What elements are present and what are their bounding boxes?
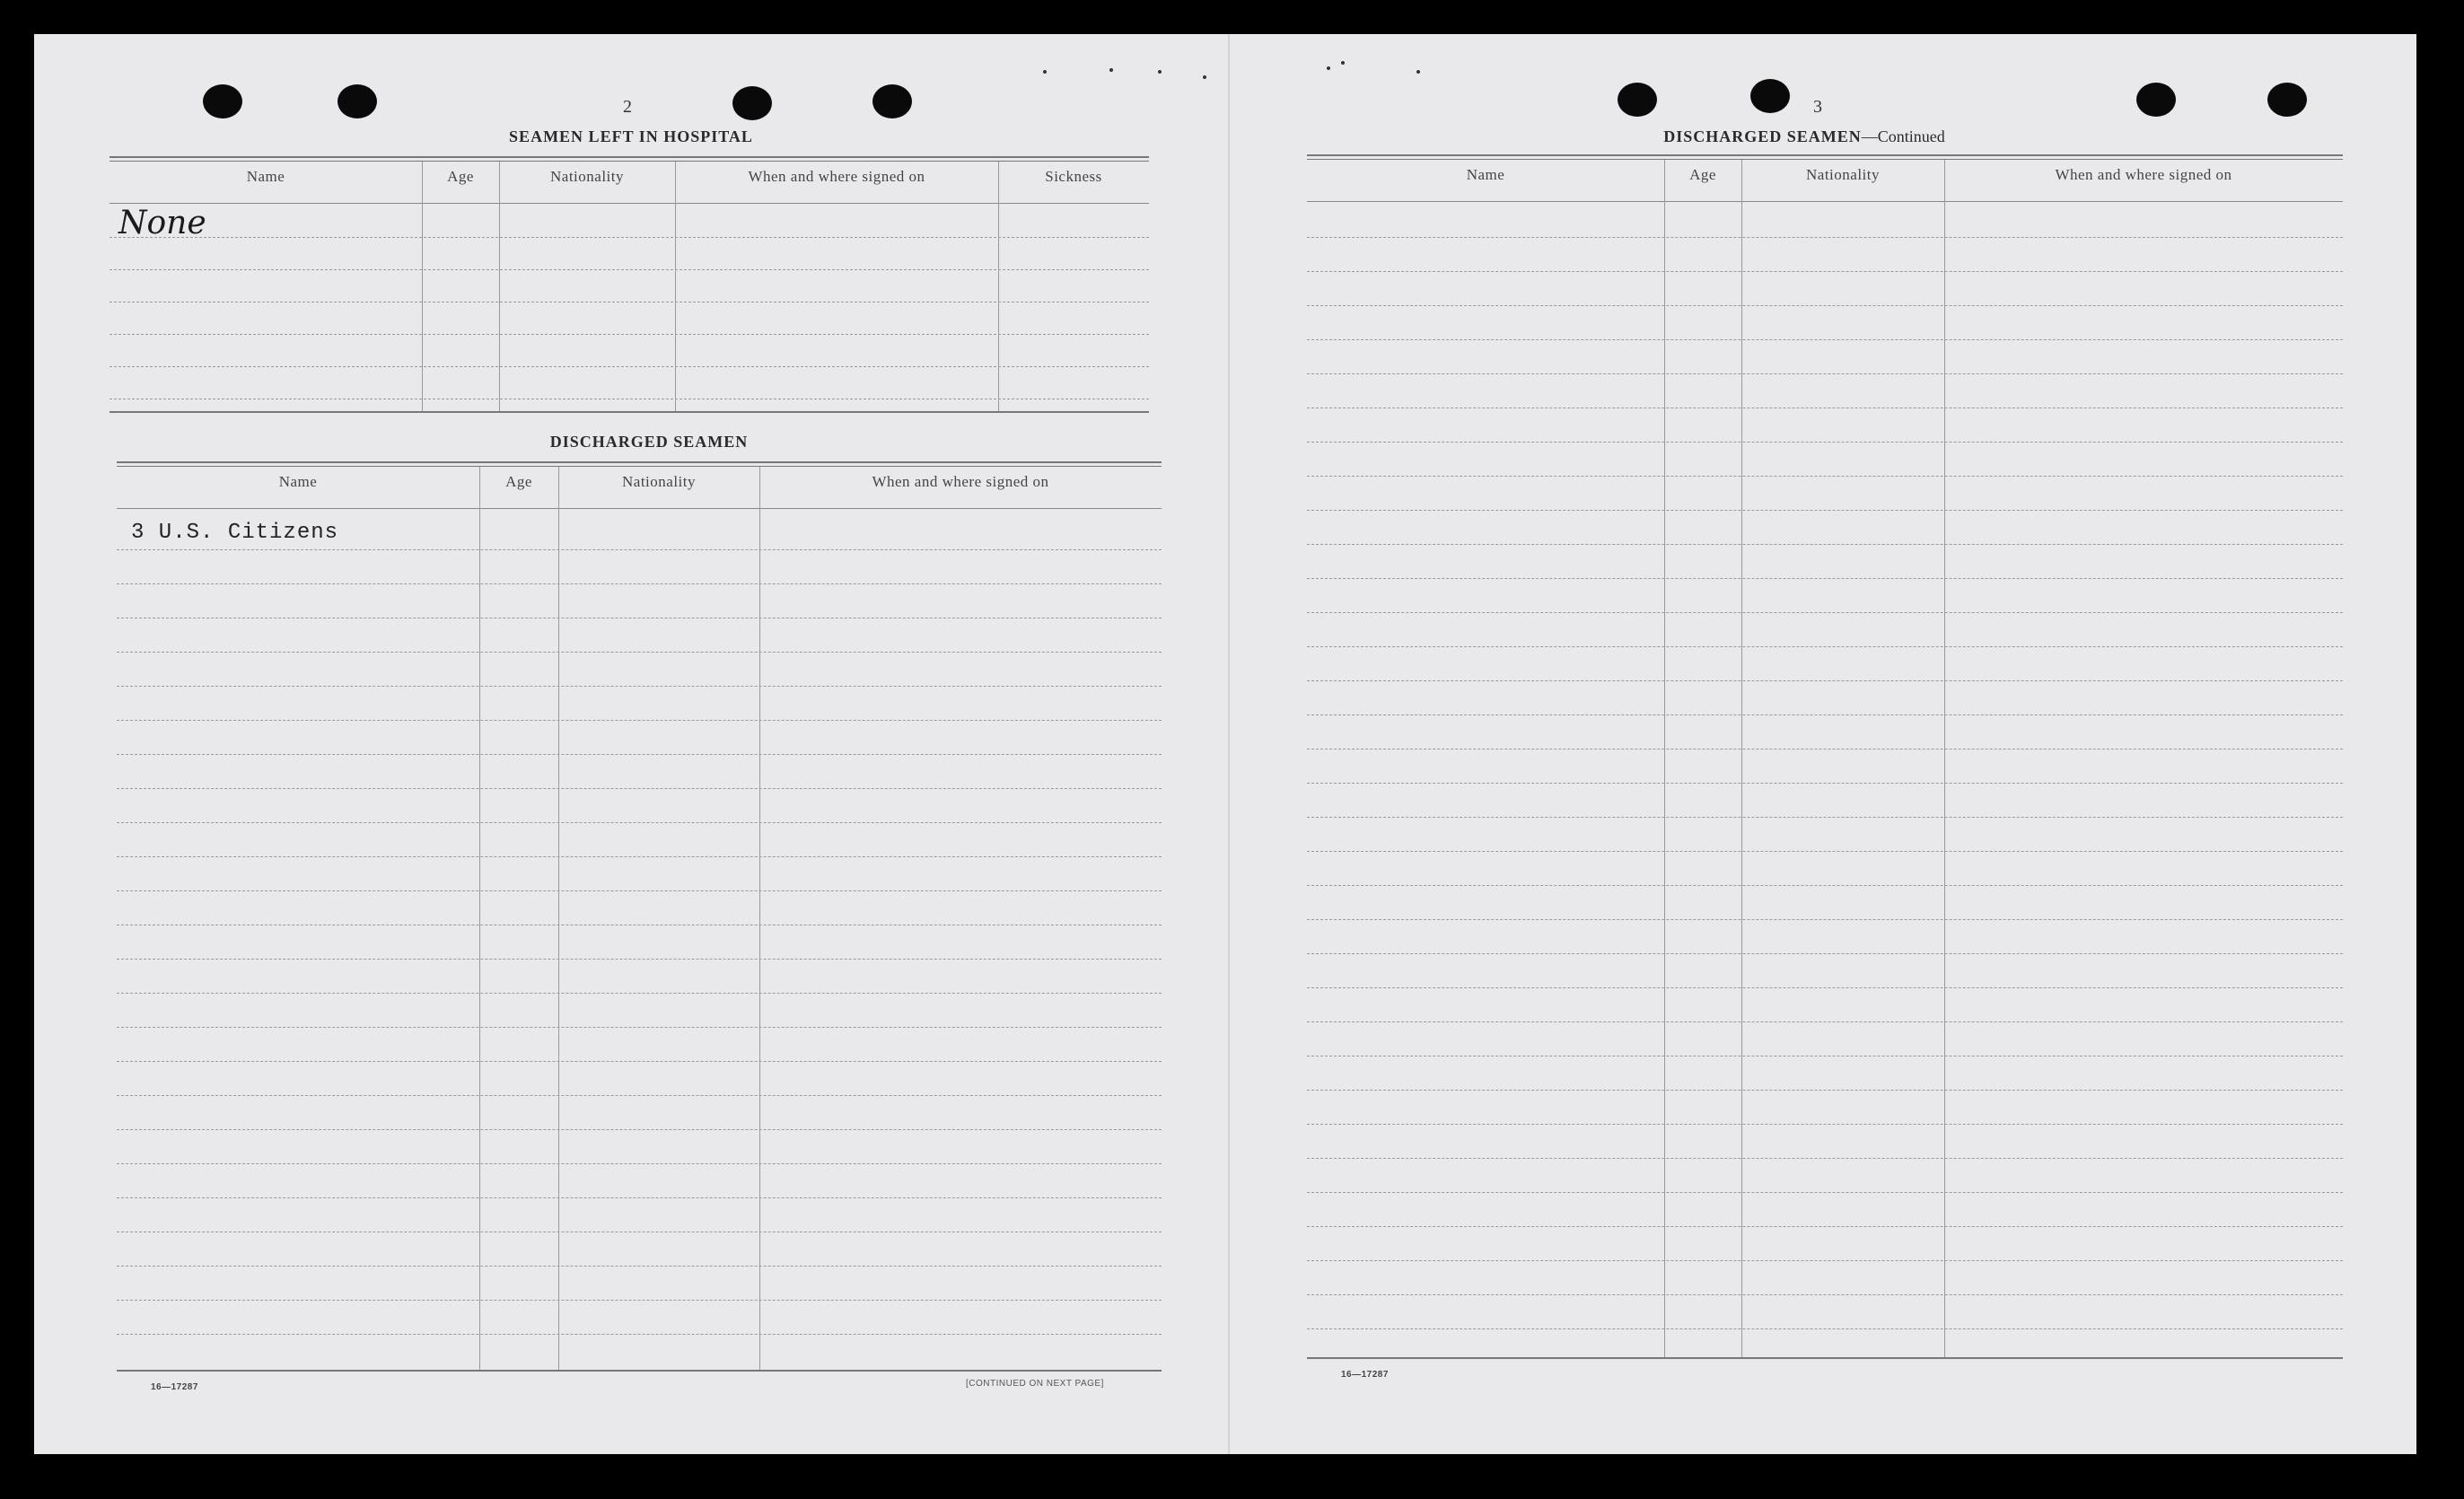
- continued-header-age: Age: [1689, 166, 1716, 183]
- punch-hole: [203, 84, 242, 118]
- punch-hole: [872, 84, 912, 118]
- speck: [1043, 70, 1047, 74]
- punch-hole: [338, 84, 377, 118]
- speck: [1341, 61, 1345, 65]
- discharged-header-name: Name: [278, 473, 318, 490]
- page-fold: [1228, 34, 1230, 1454]
- form-number-left: 16—17287: [151, 1382, 198, 1392]
- hospital-entry-name: None: [118, 205, 206, 241]
- page-number-right: 3: [1813, 97, 1822, 117]
- discharged-entry-name: 3 U.S. Citizens: [131, 521, 339, 545]
- hospital-header-age: Age: [447, 168, 474, 185]
- continued-header-signed-on: When and where signed on: [2055, 166, 2232, 183]
- speck: [1158, 70, 1162, 74]
- punch-hole: [2267, 83, 2307, 117]
- speck: [1327, 66, 1330, 70]
- discharged-header-age: Age: [505, 473, 532, 490]
- punch-hole: [2136, 83, 2176, 117]
- discharged-continued-title: [1580, 127, 2029, 146]
- hospital-header-nationality: Nationality: [550, 168, 624, 185]
- discharged-header-nationality: Nationality: [622, 473, 696, 490]
- hospital-header-name: Name: [246, 168, 285, 185]
- discharged-header-signed-on: When and where signed on: [872, 473, 1049, 490]
- continued-note: [CONTINUED ON NEXT PAGE]: [966, 1379, 1104, 1389]
- form-number-right: 16—17287: [1341, 1370, 1389, 1380]
- hospital-header-sickness: Sickness: [1045, 168, 1102, 185]
- speck: [1203, 75, 1206, 79]
- discharged-table: [117, 461, 1162, 1372]
- continued-header-name: Name: [1466, 166, 1505, 183]
- speck: [1416, 70, 1420, 74]
- discharged-continued-table: [1307, 154, 2343, 1359]
- punch-hole: [1618, 83, 1657, 117]
- continued-header-nationality: Nationality: [1806, 166, 1880, 183]
- discharged-title: DISCHARGED SEAMEN: [549, 433, 749, 451]
- hospital-table: [110, 156, 1149, 413]
- speck: [1109, 68, 1113, 72]
- punch-hole: [1750, 79, 1790, 113]
- discharged-continued-title-main: DISCHARGED SEAMEN: [1663, 127, 1862, 145]
- discharged-continued-title-suffix: —Continued: [1861, 127, 1945, 145]
- punch-hole: [732, 86, 772, 120]
- hospital-title: SEAMEN LEFT IN HOSPITAL: [509, 127, 753, 145]
- page-number-left: 2: [623, 97, 632, 117]
- hospital-header-signed-on: When and where signed on: [748, 168, 925, 185]
